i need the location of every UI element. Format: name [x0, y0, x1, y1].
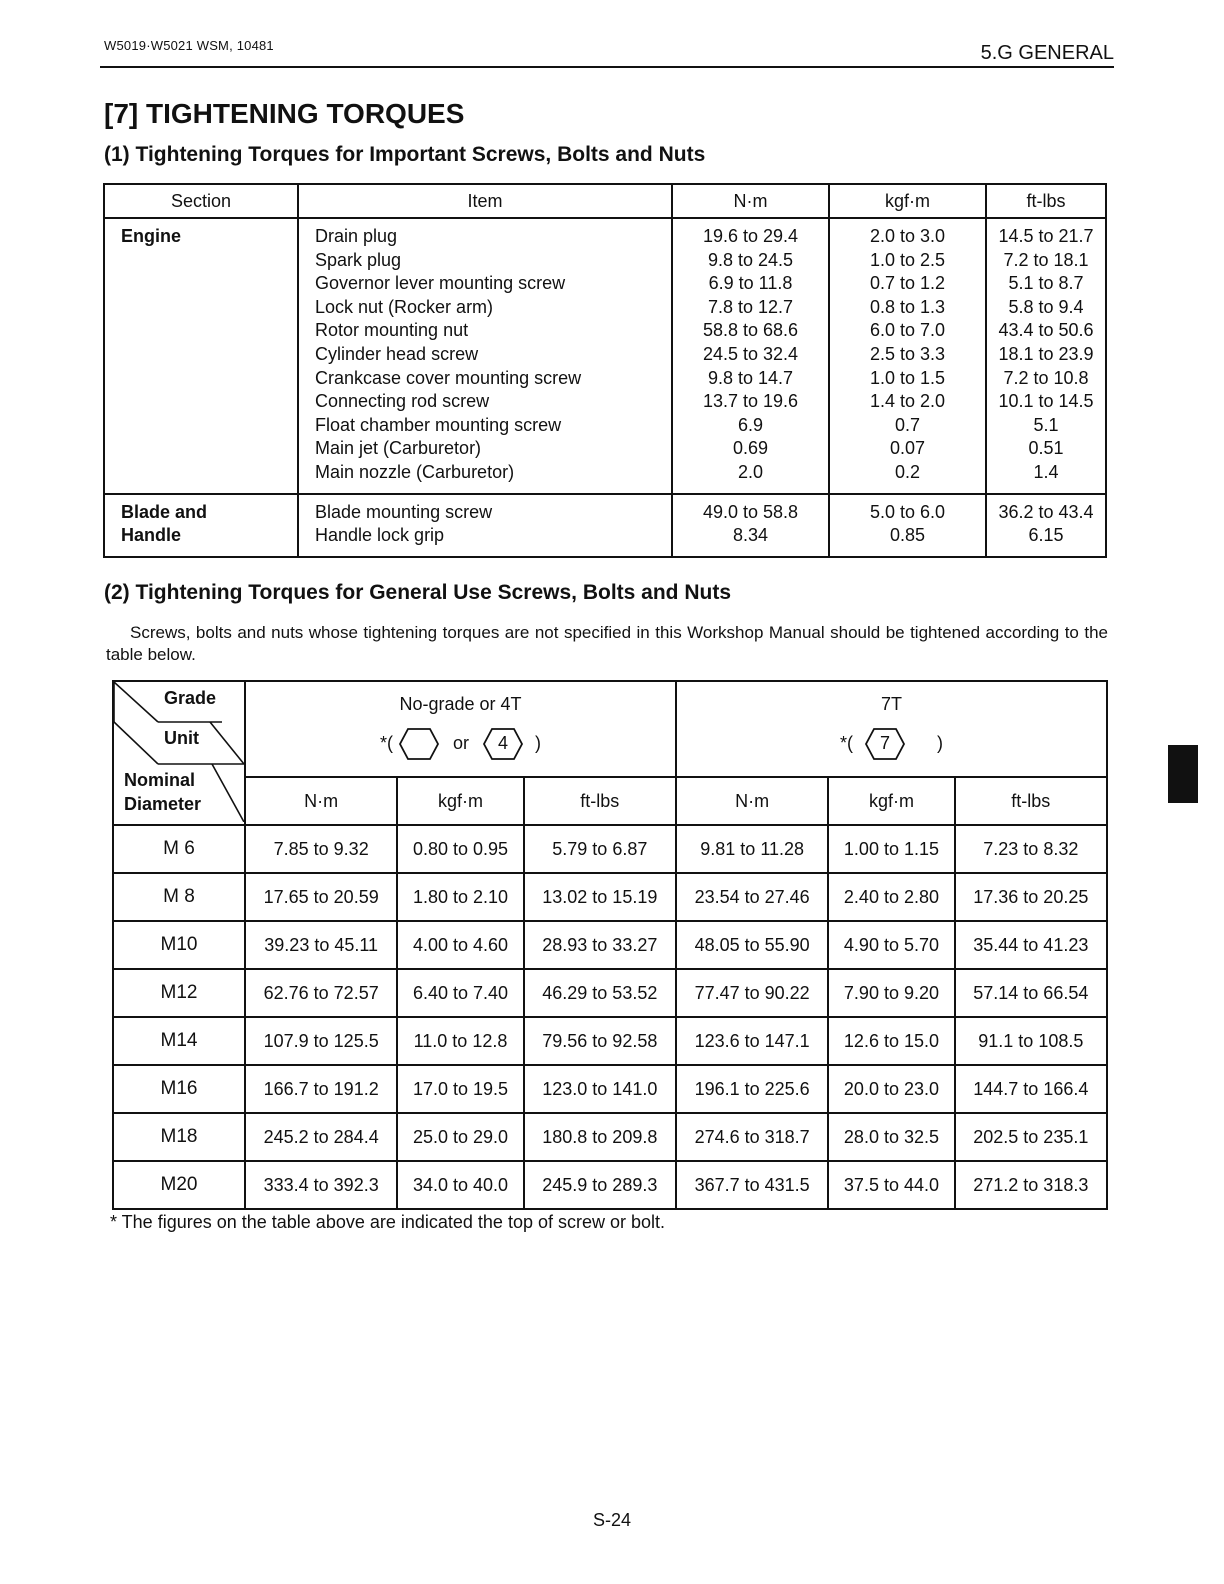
table-row — [113, 873, 1107, 921]
torque-value: 196.1 to 225.6 — [676, 1065, 828, 1113]
value-kgfm: 2.5 to 3.3 — [869, 343, 946, 364]
item-name: Main nozzle (Carburetor) — [315, 461, 515, 482]
unit-header-kgfm-4t: kgf·m — [397, 777, 523, 825]
section-title: [7] TIGHTENING TORQUES — [104, 98, 465, 129]
symbol-suffix: ) — [535, 732, 542, 753]
unit-header-row — [113, 777, 1107, 825]
group-title-7t: 7T — [880, 694, 902, 714]
hexagon-plain-icon — [398, 727, 440, 761]
hexagon-4-mark — [482, 727, 524, 761]
group-title-4t: No-grade or 4T — [399, 694, 522, 714]
torque-value: 25.0 to 29.0 — [397, 1113, 523, 1161]
table-row — [113, 921, 1107, 969]
value-nm: 8.34 — [732, 525, 769, 546]
value-kgfm: 1.4 to 2.0 — [869, 391, 946, 412]
torque-value: 17.0 to 19.5 — [397, 1065, 523, 1113]
symbol-suffix: ) — [937, 732, 943, 753]
torque-value: 271.2 to 318.3 — [955, 1161, 1107, 1209]
section-tab-marker — [1168, 745, 1198, 803]
torque-value: 1.80 to 2.10 — [397, 873, 523, 921]
torque-value: 7.85 to 9.32 — [245, 825, 397, 873]
torque-value: 202.5 to 235.1 — [955, 1113, 1107, 1161]
item-name: Connecting rod screw — [315, 391, 490, 412]
section-name: Handle — [121, 525, 182, 546]
nominal-diameter: M 8 — [113, 873, 245, 921]
table-row — [113, 1161, 1107, 1209]
value-ftlbs: 36.2 to 43.4 — [998, 501, 1094, 522]
torque-value: 13.02 to 15.19 — [524, 873, 676, 921]
symbol-prefix: *( — [379, 732, 393, 753]
torque-value: 107.9 to 125.5 — [245, 1017, 397, 1065]
section-group-row — [104, 218, 1106, 494]
section-name: Engine — [121, 226, 182, 246]
torque-value: 9.81 to 11.28 — [676, 825, 828, 873]
value-kgfm: 5.0 to 6.0 — [869, 501, 946, 522]
section-name: Blade and — [121, 501, 208, 522]
item-name: Crankcase cover mounting screw — [315, 367, 582, 388]
value-ftlbs: 6.15 — [1028, 525, 1064, 546]
grade-unit-diameter-corner — [113, 681, 245, 825]
nominal-diameter: M 6 — [113, 825, 245, 873]
value-ftlbs: 43.4 to 50.6 — [998, 320, 1094, 341]
value-ftlbs: 0.51 — [1028, 438, 1064, 459]
torque-value: 245.9 to 289.3 — [524, 1161, 676, 1209]
hexagon-4-number: 4 — [498, 733, 509, 753]
item-cell — [298, 218, 672, 494]
nm-cell — [672, 218, 829, 494]
value-kgfm: 0.8 to 1.3 — [869, 296, 946, 317]
torque-value: 77.47 to 90.22 — [676, 969, 828, 1017]
nominal-diameter: M10 — [113, 921, 245, 969]
torque-value: 62.76 to 72.57 — [245, 969, 397, 1017]
section-cell — [104, 494, 298, 557]
value-ftlbs: 5.8 to 9.4 — [1008, 296, 1084, 317]
table-row — [113, 825, 1107, 873]
torque-value: 144.7 to 166.4 — [955, 1065, 1107, 1113]
item-name: Spark plug — [315, 249, 402, 270]
corner-nominal-label: Nominal — [124, 770, 196, 790]
item-name: Governor lever mounting screw — [315, 273, 566, 294]
value-ftlbs: 5.1 — [1033, 414, 1059, 435]
nominal-diameter: M14 — [113, 1017, 245, 1065]
value-nm: 58.8 to 68.6 — [702, 320, 799, 341]
unit-header-kgfm-7t: kgf·m — [828, 777, 954, 825]
torque-value: 46.29 to 53.52 — [524, 969, 676, 1017]
subsection-1-title: (1) Tightening Torques for Important Screws, Bolts and Nuts — [104, 143, 706, 166]
torque-value: 35.44 to 41.23 — [955, 921, 1107, 969]
value-ftlbs: 5.1 to 8.7 — [1008, 273, 1084, 294]
item-name: Lock nut (Rocker arm) — [315, 296, 494, 317]
group-header-7t — [676, 681, 1107, 777]
table-header-row — [104, 184, 1106, 218]
torque-value: 0.80 to 0.95 — [397, 825, 523, 873]
value-kgfm: 1.0 to 1.5 — [869, 367, 946, 388]
ftlbs-cell — [986, 494, 1106, 557]
unit-header-ftlbs-7t: ft-lbs — [955, 777, 1107, 825]
torque-value: 245.2 to 284.4 — [245, 1113, 397, 1161]
torque-value: 91.1 to 108.5 — [955, 1017, 1107, 1065]
item-name: Rotor mounting nut — [315, 320, 469, 341]
value-ftlbs: 14.5 to 21.7 — [998, 226, 1094, 246]
torque-value: 180.8 to 209.8 — [524, 1113, 676, 1161]
torque-value: 11.0 to 12.8 — [397, 1017, 523, 1065]
header-doc-code: W5019·W5021 WSM, 10481 — [104, 38, 274, 53]
page-number: S-24 — [592, 1510, 632, 1530]
torque-value: 28.93 to 33.27 — [524, 921, 676, 969]
table-row — [113, 1113, 1107, 1161]
nominal-diameter: M20 — [113, 1161, 245, 1209]
table-row — [113, 1065, 1107, 1113]
torque-value: 123.0 to 141.0 — [524, 1065, 676, 1113]
general-torques-table — [112, 680, 1108, 1210]
value-nm: 9.8 to 14.7 — [707, 367, 794, 388]
torque-value: 6.40 to 7.40 — [397, 969, 523, 1017]
value-nm: 2.0 — [737, 461, 764, 482]
value-kgfm: 0.07 — [889, 438, 926, 459]
hexagon-7-number: 7 — [879, 733, 890, 753]
value-nm: 49.0 to 58.8 — [702, 501, 799, 522]
section-cell — [104, 218, 298, 494]
group-header-4t — [245, 681, 676, 777]
torque-value: 79.56 to 92.58 — [524, 1017, 676, 1065]
value-nm: 6.9 — [737, 414, 764, 435]
unit-header-nm-7t: N·m — [676, 777, 828, 825]
value-kgfm: 1.0 to 2.5 — [869, 249, 946, 270]
col-header-ftlbs: ft-lbs — [986, 184, 1106, 218]
value-ftlbs: 7.2 to 18.1 — [1003, 249, 1089, 270]
value-nm: 7.8 to 12.7 — [707, 296, 794, 317]
value-nm: 13.7 to 19.6 — [702, 391, 799, 412]
torque-value: 5.79 to 6.87 — [524, 825, 676, 873]
symbol-or: or — [452, 732, 469, 753]
kgfm-cell — [829, 494, 986, 557]
torque-value: 2.40 to 2.80 — [828, 873, 954, 921]
value-kgfm: 0.7 — [894, 414, 921, 435]
hexagon-7-mark — [864, 727, 906, 761]
item-name: Main jet (Carburetor) — [315, 438, 482, 459]
torque-value: 28.0 to 32.5 — [828, 1113, 954, 1161]
corner-diameter-label: Diameter — [124, 794, 202, 814]
col-header-nm: N·m — [672, 184, 829, 218]
torque-value: 333.4 to 392.3 — [245, 1161, 397, 1209]
torque-value: 48.05 to 55.90 — [676, 921, 828, 969]
value-kgfm: 0.85 — [889, 525, 926, 546]
header-rule — [100, 66, 1114, 68]
torque-value: 4.90 to 5.70 — [828, 921, 954, 969]
corner-grade-label: Grade — [164, 688, 217, 708]
nominal-diameter: M12 — [113, 969, 245, 1017]
value-ftlbs: 10.1 to 14.5 — [998, 391, 1094, 412]
torque-value: 57.14 to 66.54 — [955, 969, 1107, 1017]
torque-value: 17.65 to 20.59 — [245, 873, 397, 921]
torque-value: 7.23 to 8.32 — [955, 825, 1107, 873]
corner-unit-label: Unit — [164, 728, 199, 748]
value-kgfm: 6.0 to 7.0 — [869, 320, 946, 341]
torque-value: 4.00 to 4.60 — [397, 921, 523, 969]
torque-value: 367.7 to 431.5 — [676, 1161, 828, 1209]
ftlbs-cell — [986, 218, 1106, 494]
unit-header-ftlbs-4t: ft-lbs — [524, 777, 676, 825]
intro-paragraph: Screws, bolts and nuts whose tightening torques are not specified in this Workshop Manual should be tightened according to the table below. — [106, 623, 1108, 664]
torque-value: 37.5 to 44.0 — [828, 1161, 954, 1209]
torque-value: 274.6 to 318.7 — [676, 1113, 828, 1161]
torque-value: 20.0 to 23.0 — [828, 1065, 954, 1113]
unit-header-nm-4t: N·m — [245, 777, 397, 825]
section-group-row — [104, 494, 1106, 557]
item-name: Float chamber mounting screw — [315, 414, 562, 435]
col-header-kgfm: kgf·m — [829, 184, 986, 218]
value-nm: 24.5 to 32.4 — [702, 343, 799, 364]
torque-value: 166.7 to 191.2 — [245, 1065, 397, 1113]
value-kgfm: 0.2 — [894, 461, 921, 482]
col-header-section: Section — [104, 184, 298, 218]
value-kgfm: 0.7 to 1.2 — [869, 273, 946, 294]
value-ftlbs: 7.2 to 10.8 — [1003, 367, 1089, 388]
value-nm: 6.9 to 11.8 — [708, 273, 793, 294]
value-ftlbs: 18.1 to 23.9 — [998, 343, 1094, 364]
grade-header-row — [113, 681, 1107, 777]
col-header-item: Item — [298, 184, 672, 218]
torque-value: 23.54 to 27.46 — [676, 873, 828, 921]
item-name: Blade mounting screw — [315, 501, 493, 522]
item-name: Cylinder head screw — [315, 343, 479, 364]
footnote: * The figures on the table above are indicated the top of screw or bolt. — [110, 1212, 666, 1232]
item-name: Handle lock grip — [315, 525, 445, 546]
item-cell — [298, 494, 672, 557]
important-torques-table — [103, 183, 1107, 558]
symbol-prefix: *( — [839, 732, 853, 753]
group-symbol-4t — [246, 727, 675, 761]
value-nm: 19.6 to 29.4 — [702, 226, 799, 246]
header-section: 5.G GENERAL — [980, 42, 1114, 64]
torque-value: 7.90 to 9.20 — [828, 969, 954, 1017]
torque-value: 12.6 to 15.0 — [828, 1017, 954, 1065]
torque-value: 123.6 to 147.1 — [676, 1017, 828, 1065]
item-name: Drain plug — [315, 226, 398, 246]
subsection-2-title: (2) Tightening Torques for General Use Screws, Bolts and Nuts — [104, 581, 731, 604]
value-nm: 0.69 — [732, 438, 769, 459]
torque-value: 1.00 to 1.15 — [828, 825, 954, 873]
torque-value: 34.0 to 40.0 — [397, 1161, 523, 1209]
nm-cell — [672, 494, 829, 557]
torque-value: 39.23 to 45.11 — [245, 921, 397, 969]
value-kgfm: 2.0 to 3.0 — [869, 226, 946, 246]
kgfm-cell — [829, 218, 986, 494]
nominal-diameter: M18 — [113, 1113, 245, 1161]
table-row — [113, 969, 1107, 1017]
value-nm: 9.8 to 24.5 — [707, 249, 794, 270]
nominal-diameter: M16 — [113, 1065, 245, 1113]
torque-value: 17.36 to 20.25 — [955, 873, 1107, 921]
group-symbol-7t — [677, 727, 1106, 761]
value-ftlbs: 1.4 — [1033, 461, 1059, 482]
table-row — [113, 1017, 1107, 1065]
